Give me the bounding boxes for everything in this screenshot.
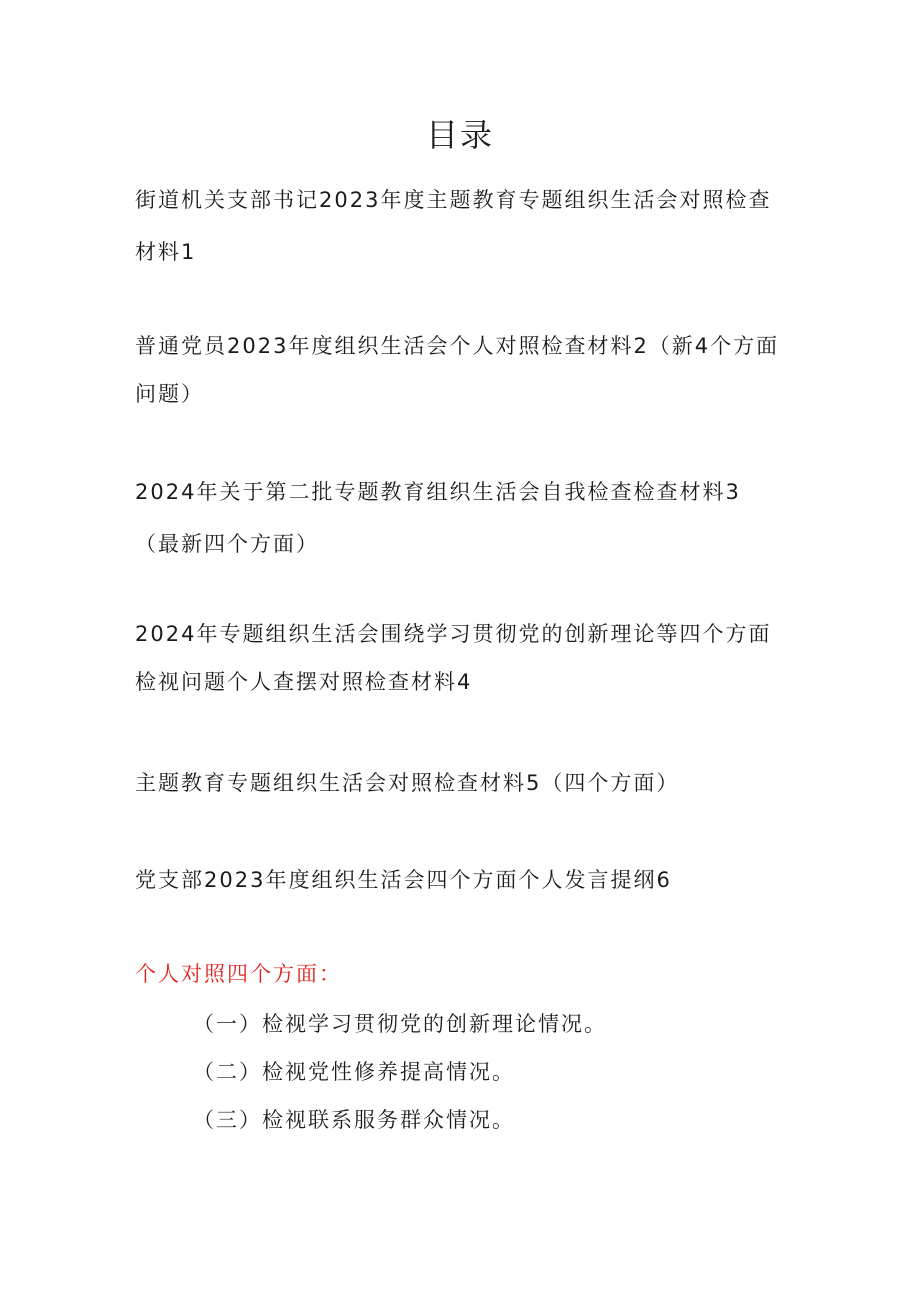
toc-entry-4[interactable]: 2024年专题组织生活会围绕学习贯彻党的创新理论等四个方面检视问题个人查摆对照检查材料4 xyxy=(135,622,772,694)
toc-entry-6[interactable]: 党支部2023年度组织生活会四个方面个人发言提纲6 xyxy=(135,868,672,892)
aspects-heading: 个人对照四个方面： xyxy=(135,962,342,986)
page-title: 目录 xyxy=(425,116,494,154)
toc-entry-3[interactable]: 2024年关于第二批专题教育组织生活会自我检查检查材料3（最新四个方面） xyxy=(135,480,741,556)
aspect-item-2: （二）检视党性修养提高情况。 xyxy=(193,1060,515,1084)
toc-entry-2[interactable]: 普通党员2023年度组织生活会个人对照检查材料2（新4个方面问题） xyxy=(135,334,780,406)
toc-entry-5[interactable]: 主题教育专题组织生活会对照检查材料5（四个方面） xyxy=(135,771,680,795)
toc-entry-1[interactable]: 街道机关支部书记2023年度主题教育专题组织生活会对照检查材料1 xyxy=(135,188,772,264)
aspect-list xyxy=(193,1000,607,1144)
aspect-item-3: （三）检视联系服务群众情况。 xyxy=(193,1108,515,1132)
aspect-item-1: （一）检视学习贯彻党的创新理论情况。 xyxy=(193,1012,607,1036)
